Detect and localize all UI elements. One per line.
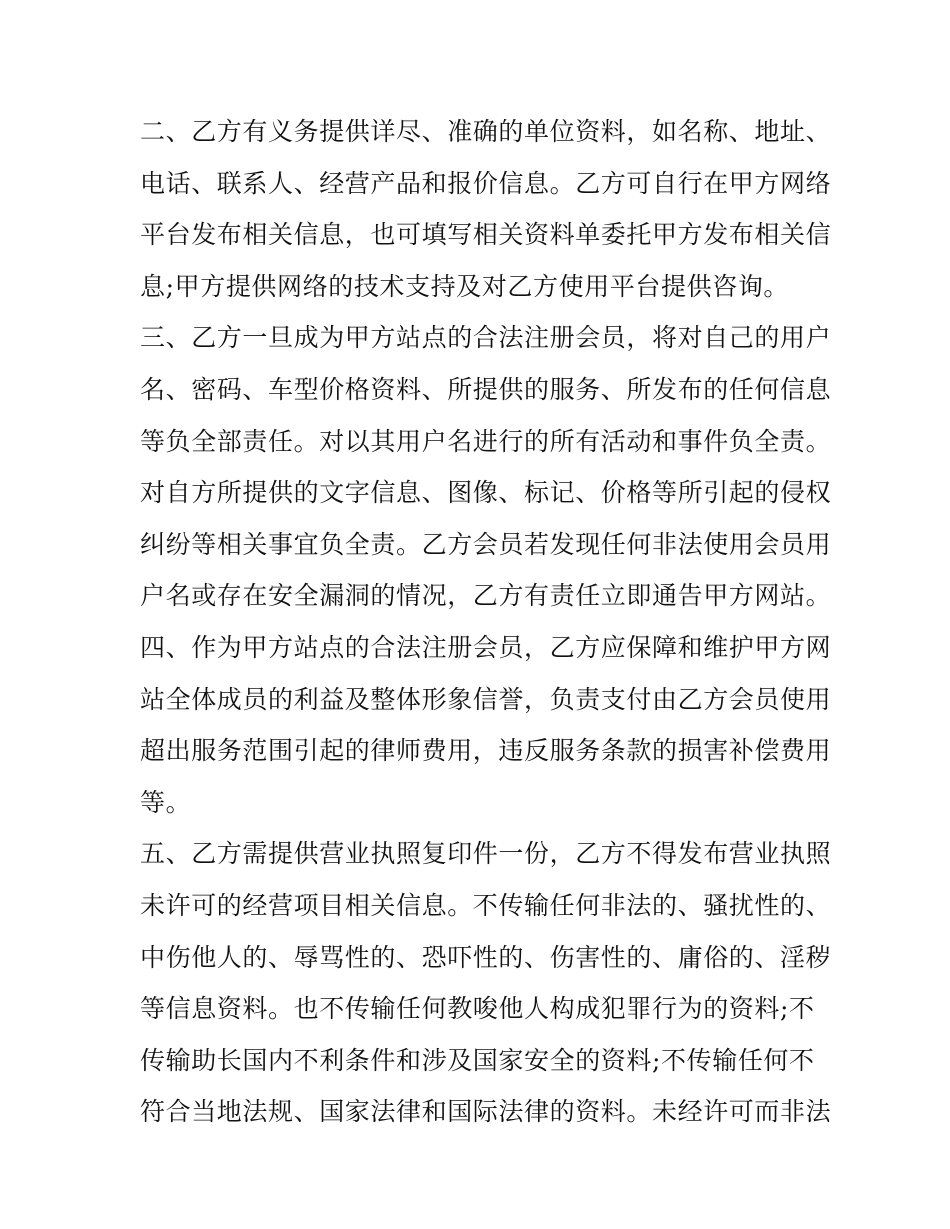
text-line: 二、乙方有义务提供详尽、准确的单位资料，如名称、地址、 bbox=[140, 117, 832, 146]
text-line: 符合当地法规、国家法律和国际法律的资料。未经许可而非法 bbox=[140, 1097, 832, 1127]
text-line: 未许可的经营项目相关信息。不传输任何非法的、骚扰性的、 bbox=[140, 890, 832, 920]
text-line: 平台发布相关信息，也可填写相关资料单委托甲方发布相关信 bbox=[140, 220, 832, 250]
text-line: 纠纷等相关事宜负全责。乙方会员若发现任何非法使用会员用 bbox=[140, 529, 832, 559]
text-line: 名、密码、车型价格资料、所提供的服务、所发布的任何信息 bbox=[140, 374, 832, 404]
text-line: 传输助长国内不利条件和涉及国家安全的资料;不传输任何不 bbox=[140, 1045, 815, 1075]
text-line: 三、乙方一旦成为甲方站点的合法注册会员，将对自己的用户 bbox=[140, 323, 832, 353]
text-line: 户名或存在安全漏洞的情况，乙方有责任立即通告甲方网站。 bbox=[140, 581, 832, 611]
text-line: 站全体成员的利益及整体形象信誉，负责支付由乙方会员使用 bbox=[140, 684, 832, 714]
contract-text-block bbox=[140, 106, 832, 1138]
text-line: 等。 bbox=[140, 787, 192, 817]
text-line: 息;甲方提供网络的技术支持及对乙方使用平台提供咨询。 bbox=[140, 271, 790, 301]
text-line: 电话、联系人、经营产品和报价信息。乙方可自行在甲方网络 bbox=[140, 168, 832, 198]
text-line: 超出服务范围引起的律师费用，违反服务条款的损害补偿费用 bbox=[140, 736, 832, 766]
text-line: 等负全部责任。对以其用户名进行的所有活动和事件负全责。 bbox=[140, 426, 832, 456]
text-line: 中伤他人的、辱骂性的、恐吓性的、伤害性的、庸俗的、淫秽 bbox=[140, 942, 832, 972]
text-line: 四、作为甲方站点的合法注册会员，乙方应保障和维护甲方网 bbox=[140, 632, 832, 662]
text-line: 对自方所提供的文字信息、图像、标记、价格等所引起的侵权 bbox=[140, 478, 832, 508]
text-line: 五、乙方需提供营业执照复印件一份，乙方不得发布营业执照 bbox=[140, 839, 832, 869]
text-line: 等信息资料。也不传输任何教唆他人构成犯罪行为的资料;不 bbox=[140, 994, 815, 1024]
